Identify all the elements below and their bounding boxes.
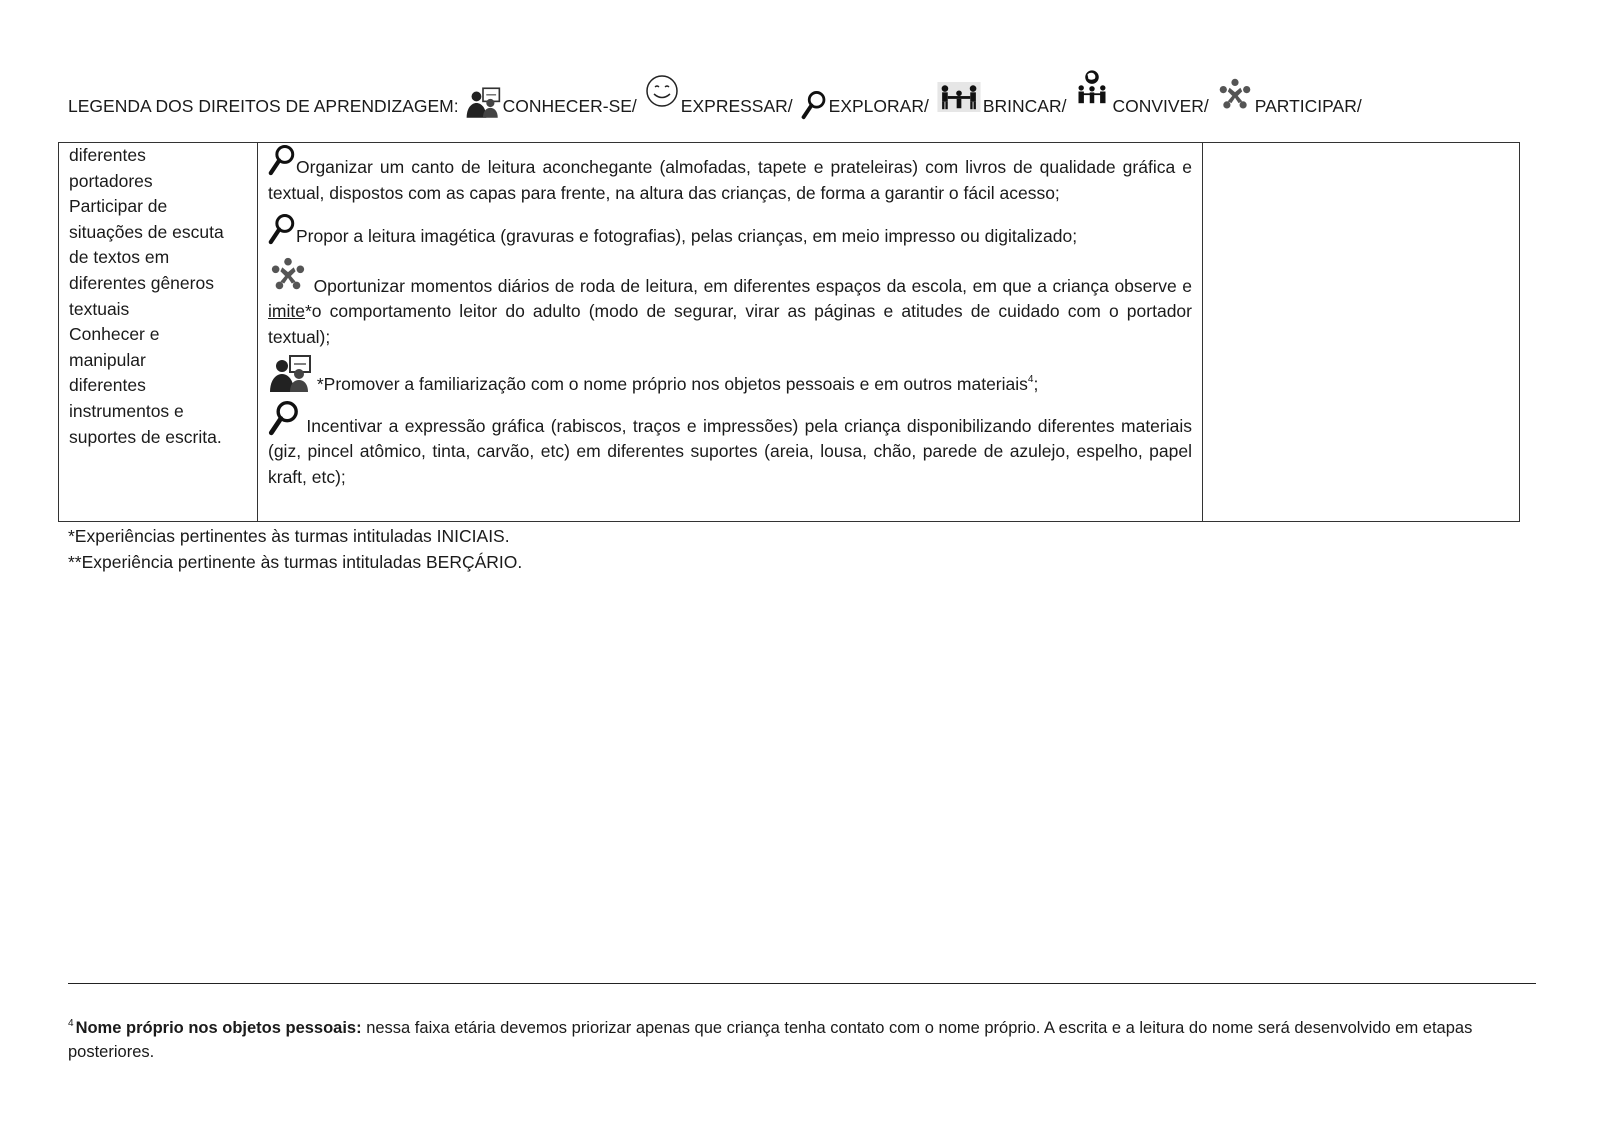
objective-line: diferentes gêneros [69,272,214,293]
magnifier-icon [268,143,296,177]
legend-item-conhecer: CONHECER-SE/ [465,86,637,120]
empty-cell [1203,143,1520,522]
table-row [59,143,1520,522]
experiences-list [258,143,1202,490]
people-board-icon [465,86,501,120]
objective-line: de textos em [69,247,170,268]
legend-item-conviver: CONVIVER/ [1074,68,1208,120]
objective-line: diferentes [69,145,146,165]
experiences-cell [258,143,1203,522]
note-bercario: **Experiência pertinente às turmas intituladas BERÇÁRIO. [68,551,523,572]
magnifier-icon [268,400,300,436]
objectives-cell [59,143,258,522]
smiley-icon [645,74,679,108]
legend-title: LEGENDA DOS DIREITOS DE APRENDIZAGEM: [68,96,459,116]
objective-line: Conhecer e [69,324,160,345]
people-circle-icon [1217,76,1253,114]
objective-line: situações de escuta [69,221,224,242]
learning-table [58,142,1520,522]
objective-line: diferentes [69,375,146,396]
footnote-ref: 4 [1027,374,1034,385]
people-board-icon [268,354,312,394]
footnote [68,1016,1508,1064]
footnote-number: 4 [68,1018,74,1029]
children-play-icon [937,82,981,112]
objective-line: Participar de [69,196,168,217]
objective-line: suportes de escrita. [69,426,222,447]
legend-item-participar: PARTICIPAR/ [1217,76,1362,120]
legend-item-explorar: EXPLORAR/ [801,90,929,120]
footnote-text: nessa faixa etária devemos priorizar apenas que criança tenha contato com o nome próprio. A escrita e a leitura do nome será desenvolvido em etapas posteriores. [68,1019,1473,1061]
objective-line: instrumentos e [69,400,184,421]
table-notes [68,524,522,575]
legend-item-brincar: BRINCAR/ [937,82,1067,120]
objectives-list [59,143,257,450]
experience-item-4: *Promover a familiarização com o nome próprio nos objetos pessoais e em outros materiais$^4$; [268,354,1192,398]
family-globe-icon [1074,68,1110,106]
objective-line: manipular [69,349,146,370]
objective-line: textuais [69,298,130,319]
experience-item-1: Organizar um canto de leitura aconchegante (almofadas, tapete e prateleiras) com livros de qualidade gráfica e textual, dispostos com as capas para frente, na altura das crianças, de forma a garantir o fácil acesso; [268,143,1192,206]
objective-line: portadores [69,170,153,191]
magnifier-icon [801,90,827,120]
experience-item-3: Oportunizar momentos diários de roda de leitura, em diferentes espaços da escola, em que a criança observe e imite*o comportamento leitor do adulto (modo de segurar, virar as páginas e atitudes de cuidado com o portador textual); [268,256,1192,351]
note-iniciais: *Experiências pertinentes às turmas intituladas INICIAIS. [68,526,510,546]
footnote-separator [68,983,1536,984]
legend-bar [68,66,1370,120]
people-circle-icon [268,256,308,294]
experience-item-2: Propor a leitura imagética (gravuras e fotografias), pelas crianças, em meio impresso ou digitalizado; [268,212,1192,250]
legend-item-expressar: EXPRESSAR/ [645,74,793,120]
footnote-term: Nome próprio nos objetos pessoais: [75,1019,362,1037]
magnifier-icon [268,212,296,246]
experience-item-5: Incentivar a expressão gráfica (rabiscos, traços e impressões) pela criança disponibilizando diferentes materiais (giz, pincel atômico, tinta, carvão, etc) em diferentes suportes (areia, lousa, chão, parede de azulejo, espelho, papel kraft, etc); [268,400,1192,491]
